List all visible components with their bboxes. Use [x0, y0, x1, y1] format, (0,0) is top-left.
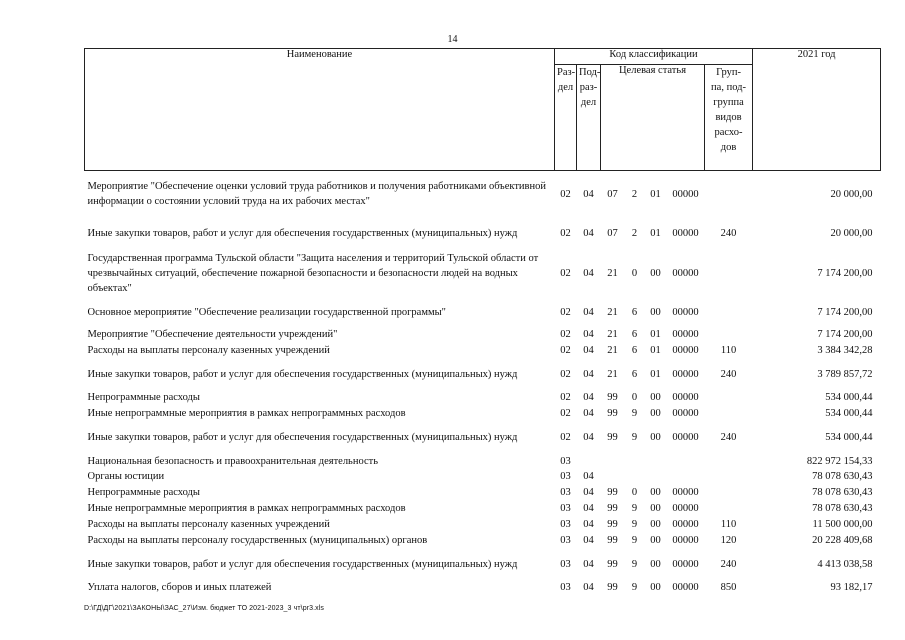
cell-name: Мероприятие "Обеспечение деятельности учреждений" — [87, 329, 338, 340]
cell-c: 00 — [650, 535, 661, 546]
cell-b: 6 — [631, 306, 638, 318]
cell-a — [601, 469, 625, 485]
cell-amount: 822 972 154,33 — [806, 455, 873, 467]
cell-d — [667, 454, 705, 469]
cell-rz: 02 — [560, 329, 571, 340]
cell-vr — [705, 390, 753, 406]
cell-rz: 03 — [560, 503, 571, 514]
cell-c: 00 — [650, 558, 661, 570]
cell-pr: 04 — [583, 408, 594, 419]
cell-pr: 04 — [583, 535, 594, 546]
cell-name: Непрограммные расходы — [87, 487, 200, 498]
cell-pr: 04 — [583, 392, 594, 403]
cell-pr: 04 — [583, 306, 594, 318]
cell-vr — [705, 454, 753, 469]
cell-amount: 534 000,44 — [825, 408, 873, 419]
cell-c: 00 — [650, 392, 661, 403]
cell-rz: 02 — [560, 368, 571, 380]
cell-vr — [705, 501, 753, 517]
cell-b: 9 — [631, 582, 638, 593]
cell-pr: 04 — [583, 228, 594, 239]
cell-a: 99 — [607, 487, 618, 498]
cell-b: 9 — [631, 558, 638, 570]
cell-a — [601, 454, 625, 469]
cell-d: 00000 — [672, 228, 699, 239]
cell-name: Иные закупки товаров, работ и услуг для обеспечения государственных (муниципальных) нужд — [87, 558, 518, 570]
cell-rz: 03 — [560, 455, 571, 467]
cell-b: 2 — [631, 188, 638, 200]
cell-b: 0 — [631, 268, 638, 279]
cell-name: Уплата налогов, сборов и иных платежей — [87, 582, 272, 593]
cell-rz: 03 — [560, 487, 571, 498]
cell-a: 21 — [607, 368, 618, 380]
header-classification: Код классификации — [555, 49, 753, 65]
cell-c: 00 — [650, 582, 661, 593]
cell-b: 6 — [631, 345, 638, 356]
table-row — [85, 359, 881, 390]
header-name: Наименование — [85, 49, 555, 171]
table-row — [85, 422, 881, 454]
cell-amount: 93 182,17 — [830, 582, 873, 593]
cell-vr — [705, 327, 753, 343]
cell-amount: 7 174 200,00 — [817, 306, 873, 318]
cell-pr: 04 — [583, 268, 594, 279]
cell-name: Расходы на выплаты персоналу казенных учреждений — [87, 519, 330, 530]
cell-c: 00 — [650, 432, 661, 443]
cell-amount: 78 078 630,43 — [812, 471, 873, 482]
header-group-line: группа — [713, 97, 744, 108]
header-group-line: дов — [720, 142, 737, 153]
header-subsection-line: Под- — [579, 67, 601, 78]
table-row — [85, 549, 881, 580]
cell-rz: 02 — [560, 306, 571, 318]
cell-a: 99 — [607, 535, 618, 546]
page-number: 14 — [447, 34, 458, 45]
cell-amount: 78 078 630,43 — [812, 487, 873, 498]
cell-b: 6 — [631, 329, 638, 340]
cell-c: 00 — [650, 306, 661, 318]
cell-amount: 4 413 038,58 — [817, 558, 873, 570]
cell-a: 07 — [607, 188, 618, 200]
cell-b: 9 — [631, 519, 638, 530]
budget-table — [84, 48, 881, 596]
cell-amount: 20 228 409,68 — [812, 535, 873, 546]
cell-rz: 03 — [560, 558, 571, 570]
cell-d: 00000 — [672, 558, 699, 570]
cell-a: 99 — [607, 408, 618, 419]
cell-pr: 04 — [583, 345, 594, 356]
table-row — [85, 454, 881, 469]
cell-vr: 120 — [720, 535, 737, 546]
table-row — [85, 469, 881, 485]
cell-vr: 110 — [720, 519, 737, 530]
header-subsection-line: дел — [580, 97, 597, 108]
table-row — [85, 390, 881, 406]
cell-b: 9 — [631, 503, 638, 514]
cell-pr: 04 — [583, 329, 594, 340]
table-row — [85, 485, 881, 501]
cell-pr: 04 — [583, 432, 594, 443]
cell-a: 21 — [607, 268, 618, 279]
cell-rz: 02 — [560, 345, 571, 356]
cell-vr: 240 — [720, 432, 737, 443]
cell-amount: 20 000,00 — [830, 188, 873, 200]
cell-c: 00 — [650, 487, 661, 498]
cell-pr: 04 — [583, 188, 594, 200]
cell-pr: 04 — [583, 558, 594, 570]
cell-amount: 7 174 200,00 — [817, 329, 873, 340]
cell-b — [625, 469, 645, 485]
table-row — [85, 250, 881, 298]
cell-rz: 02 — [560, 268, 571, 279]
cell-c: 01 — [650, 329, 661, 340]
cell-a: 99 — [607, 392, 618, 403]
cell-name: Национальная безопасность и правоохранительная деятельность — [87, 455, 379, 467]
header-group-line: видов — [715, 112, 742, 123]
cell-c: 00 — [650, 408, 661, 419]
cell-a: 99 — [607, 432, 618, 443]
table-header — [85, 49, 881, 171]
header-section-line: дел — [557, 82, 574, 93]
cell-name: Мероприятие "Обеспечение оценки условий труда работников и получения работниками объективной информации о состоянии условий труда на их рабочих местах" — [87, 181, 546, 208]
cell-rz: 02 — [560, 392, 571, 403]
cell-vr — [705, 485, 753, 501]
cell-b: 9 — [631, 408, 638, 419]
header-expense-group — [705, 65, 753, 171]
table-row — [85, 517, 881, 533]
cell-d: 00000 — [672, 368, 699, 380]
cell-a: 99 — [607, 582, 618, 593]
cell-pr: 04 — [583, 582, 594, 593]
header-year: 2021 год — [753, 49, 881, 171]
cell-vr — [705, 469, 753, 485]
cell-d: 00000 — [672, 345, 699, 356]
cell-amount: 20 000,00 — [830, 228, 873, 239]
cell-a: 99 — [607, 519, 618, 530]
cell-name: Иные непрограммные мероприятия в рамках непрограммных расходов — [87, 408, 406, 419]
cell-c: 01 — [650, 368, 661, 380]
table-row — [85, 406, 881, 422]
cell-rz: 02 — [560, 228, 571, 239]
cell-vr — [705, 250, 753, 298]
cell-c: 01 — [650, 228, 661, 239]
cell-rz: 03 — [560, 535, 571, 546]
cell-vr: 240 — [720, 368, 737, 380]
file-path-footer: D:\ГД\ДГ\2021\ЗАКОНЫ\ЗАС_27\Изм. бюджет ТО 2021-2023_3 чт\pr3.xls — [84, 605, 325, 612]
cell-d: 00000 — [672, 392, 699, 403]
table-row — [85, 580, 881, 596]
cell-c — [645, 454, 667, 469]
cell-vr: 240 — [720, 228, 737, 239]
cell-d — [667, 469, 705, 485]
cell-rz: 02 — [560, 188, 571, 200]
cell-d: 00000 — [672, 519, 699, 530]
header-subsection-line: раз- — [579, 82, 598, 93]
cell-pr: 04 — [583, 471, 594, 482]
cell-name: Непрограммные расходы — [87, 392, 200, 403]
table-row — [85, 327, 881, 343]
header-group-line: расхо- — [714, 127, 743, 138]
cell-name: Иные непрограммные мероприятия в рамках непрограммных расходов — [87, 503, 406, 514]
header-subsection — [577, 65, 601, 171]
cell-name: Основное мероприятие "Обеспечение реализации государственной программы" — [87, 306, 446, 318]
header-group-line: Груп- — [716, 67, 741, 78]
cell-name: Иные закупки товаров, работ и услуг для обеспечения государственных (муниципальных) нужд — [87, 228, 518, 239]
cell-amount: 3 384 342,28 — [817, 345, 873, 356]
cell-d: 00000 — [672, 503, 699, 514]
cell-a: 21 — [607, 329, 618, 340]
cell-amount: 11 500 000,00 — [812, 519, 873, 530]
cell-d: 00000 — [672, 329, 699, 340]
cell-name: Расходы на выплаты персоналу казенных учреждений — [87, 345, 330, 356]
cell-d: 00000 — [672, 432, 699, 443]
cell-a: 99 — [607, 503, 618, 514]
cell-vr — [705, 298, 753, 327]
header-section-line: Раз- — [557, 67, 576, 78]
cell-a: 99 — [607, 558, 618, 570]
cell-c: 01 — [650, 188, 661, 200]
cell-a: 21 — [607, 306, 618, 318]
cell-d: 00000 — [672, 487, 699, 498]
cell-amount: 78 078 630,43 — [812, 503, 873, 514]
cell-rz: 03 — [560, 582, 571, 593]
cell-rz: 02 — [560, 408, 571, 419]
cell-a: 21 — [607, 345, 618, 356]
cell-d: 00000 — [672, 582, 699, 593]
table-body — [85, 171, 881, 596]
cell-d: 00000 — [672, 535, 699, 546]
cell-pr: 04 — [583, 503, 594, 514]
cell-vr: 110 — [720, 345, 737, 356]
cell-amount: 3 789 857,72 — [817, 368, 873, 380]
header-section — [555, 65, 577, 171]
cell-name: Иные закупки товаров, работ и услуг для обеспечения государственных (муниципальных) нужд — [87, 432, 518, 443]
cell-amount: 7 174 200,00 — [817, 268, 873, 279]
cell-amount: 534 000,44 — [825, 432, 873, 443]
table-row — [85, 533, 881, 549]
cell-vr — [705, 171, 753, 218]
table-row — [85, 171, 881, 218]
cell-pr: 04 — [583, 519, 594, 530]
cell-rz: 03 — [560, 471, 571, 482]
cell-d: 00000 — [672, 268, 699, 279]
cell-name: Органы юстиции — [87, 471, 165, 482]
cell-amount: 534 000,44 — [825, 392, 873, 403]
cell-c: 00 — [650, 268, 661, 279]
cell-name: Иные закупки товаров, работ и услуг для обеспечения государственных (муниципальных) нужд — [87, 368, 518, 380]
cell-b — [625, 454, 645, 469]
cell-d: 00000 — [672, 408, 699, 419]
cell-name: Государственная программа Тульской области "Защита населения и территорий Тульской области от чрезвычайных ситуаций, обеспечение пожарной безопасности и безопасности людей на водных объектах" — [87, 253, 539, 294]
cell-a: 07 — [607, 228, 618, 239]
cell-vr — [705, 406, 753, 422]
cell-pr: 04 — [583, 368, 594, 380]
cell-pr — [577, 454, 601, 469]
header-group-line: па, под- — [711, 82, 746, 93]
cell-b: 6 — [631, 368, 638, 380]
cell-c: 00 — [650, 503, 661, 514]
cell-b: 9 — [631, 535, 638, 546]
cell-rz: 02 — [560, 432, 571, 443]
cell-b: 2 — [631, 228, 638, 239]
cell-c — [645, 469, 667, 485]
cell-c: 01 — [650, 345, 661, 356]
cell-rz: 03 — [560, 519, 571, 530]
cell-b: 0 — [631, 487, 638, 498]
cell-b: 0 — [631, 392, 638, 403]
table-row — [85, 218, 881, 250]
cell-d: 00000 — [672, 306, 699, 318]
cell-d: 00000 — [672, 188, 699, 200]
cell-vr: 850 — [720, 582, 737, 593]
cell-c: 00 — [650, 519, 661, 530]
table-row — [85, 501, 881, 517]
table-row — [85, 298, 881, 327]
table-row — [85, 343, 881, 359]
cell-name: Расходы на выплаты персоналу государственных (муниципальных) органов — [87, 535, 428, 546]
cell-pr: 04 — [583, 487, 594, 498]
header-target-article: Целевая статья — [601, 65, 705, 171]
cell-b: 9 — [631, 432, 638, 443]
cell-vr: 240 — [720, 558, 737, 570]
